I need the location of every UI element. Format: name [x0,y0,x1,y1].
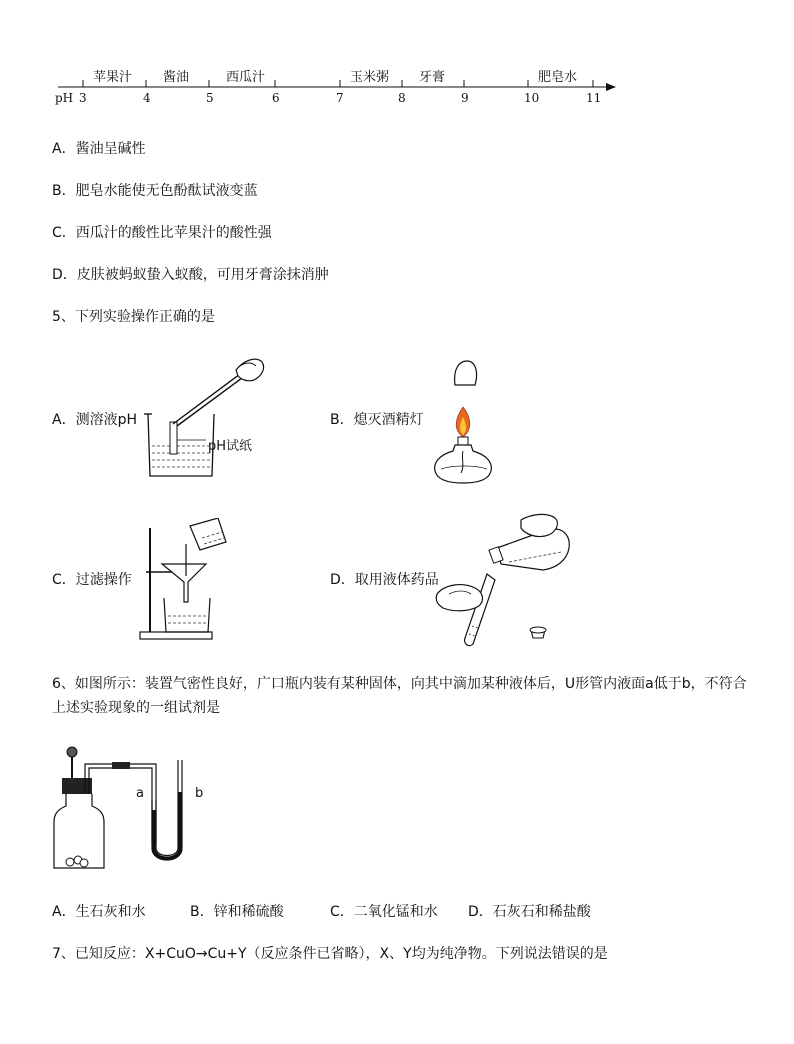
ph-tick-label-3: 3 [79,91,87,105]
ph-food-apple-juice: 苹果汁 [93,70,133,85]
ph-food-soapy-water: 肥皂水 [538,70,578,85]
u-tube-label-a: a [136,786,144,801]
alcohol-lamp-figure [425,355,505,490]
q6-stem: 6、如图所示：装置气密性良好，广口瓶内装有某种固体，向其中滴加某种液体后，U形管内液面a低于b，不符合上述实验现象的一组试剂是 [52,676,747,716]
ph-paper-label: pH试纸 [208,439,253,454]
ph-tick-label-10: 10 [524,91,540,105]
q4-option-c: C．西瓜汁的酸性比苹果汁的酸性强 [52,225,272,241]
ph-food-soy-sauce: 酱油 [163,70,190,85]
u-tube-label-b: b [195,786,204,801]
ph-axis-label: pH [55,91,74,105]
ph-tick-label-5: 5 [206,91,214,105]
ph-tick-label-7: 7 [336,91,344,105]
ph-tick-label-6: 6 [272,91,280,105]
q7-stem: 7、已知反应：X+CuO→Cu+Y（反应条件已省略），X、Y均为纯净物。下列说法错误的是 [52,946,608,962]
q6-option-d: D．石灰石和稀盐酸 [468,904,591,920]
q6-option-a: A．生石灰和水 [52,904,146,920]
q5-option-d: D．取用液体药品 [330,572,439,588]
q4-option-d: D．皮肤被蚂蚁蛰入蚁酸，可用牙膏涂抹消肿 [52,267,329,283]
ph-food-watermelon-juice: 西瓜汁 [226,70,266,85]
q6-option-c: C．二氧化锰和水 [330,904,438,920]
ph-food-toothpaste: 牙膏 [419,70,446,85]
q4-option-a: A．酱油呈碱性 [52,141,146,157]
filtration-figure [138,518,238,643]
q5-option-b: B．熄灭酒精灯 [330,412,424,428]
u-tube-apparatus-figure [52,740,222,875]
q5-stem: 5、下列实验操作正确的是 [52,309,215,325]
ph-tick-label-9: 9 [461,91,469,105]
q6-option-b: B．锌和稀硫酸 [190,904,284,920]
q5-option-a: A．测溶液pH [52,412,137,428]
ph-food-corn-porridge: 玉米粥 [350,70,390,85]
ph-axis-arrow [606,83,616,91]
ph-test-figure [140,352,270,482]
q5-option-c: C．过滤操作 [52,572,132,588]
ph-tick-label-8: 8 [398,91,406,105]
liquid-pouring-figure [435,512,585,652]
ph-tick-label-4: 4 [143,91,151,105]
q4-option-b: B．肥皂水能使无色酚酞试液变蓝 [52,183,258,199]
ph-tick-label-11: 11 [586,91,602,105]
